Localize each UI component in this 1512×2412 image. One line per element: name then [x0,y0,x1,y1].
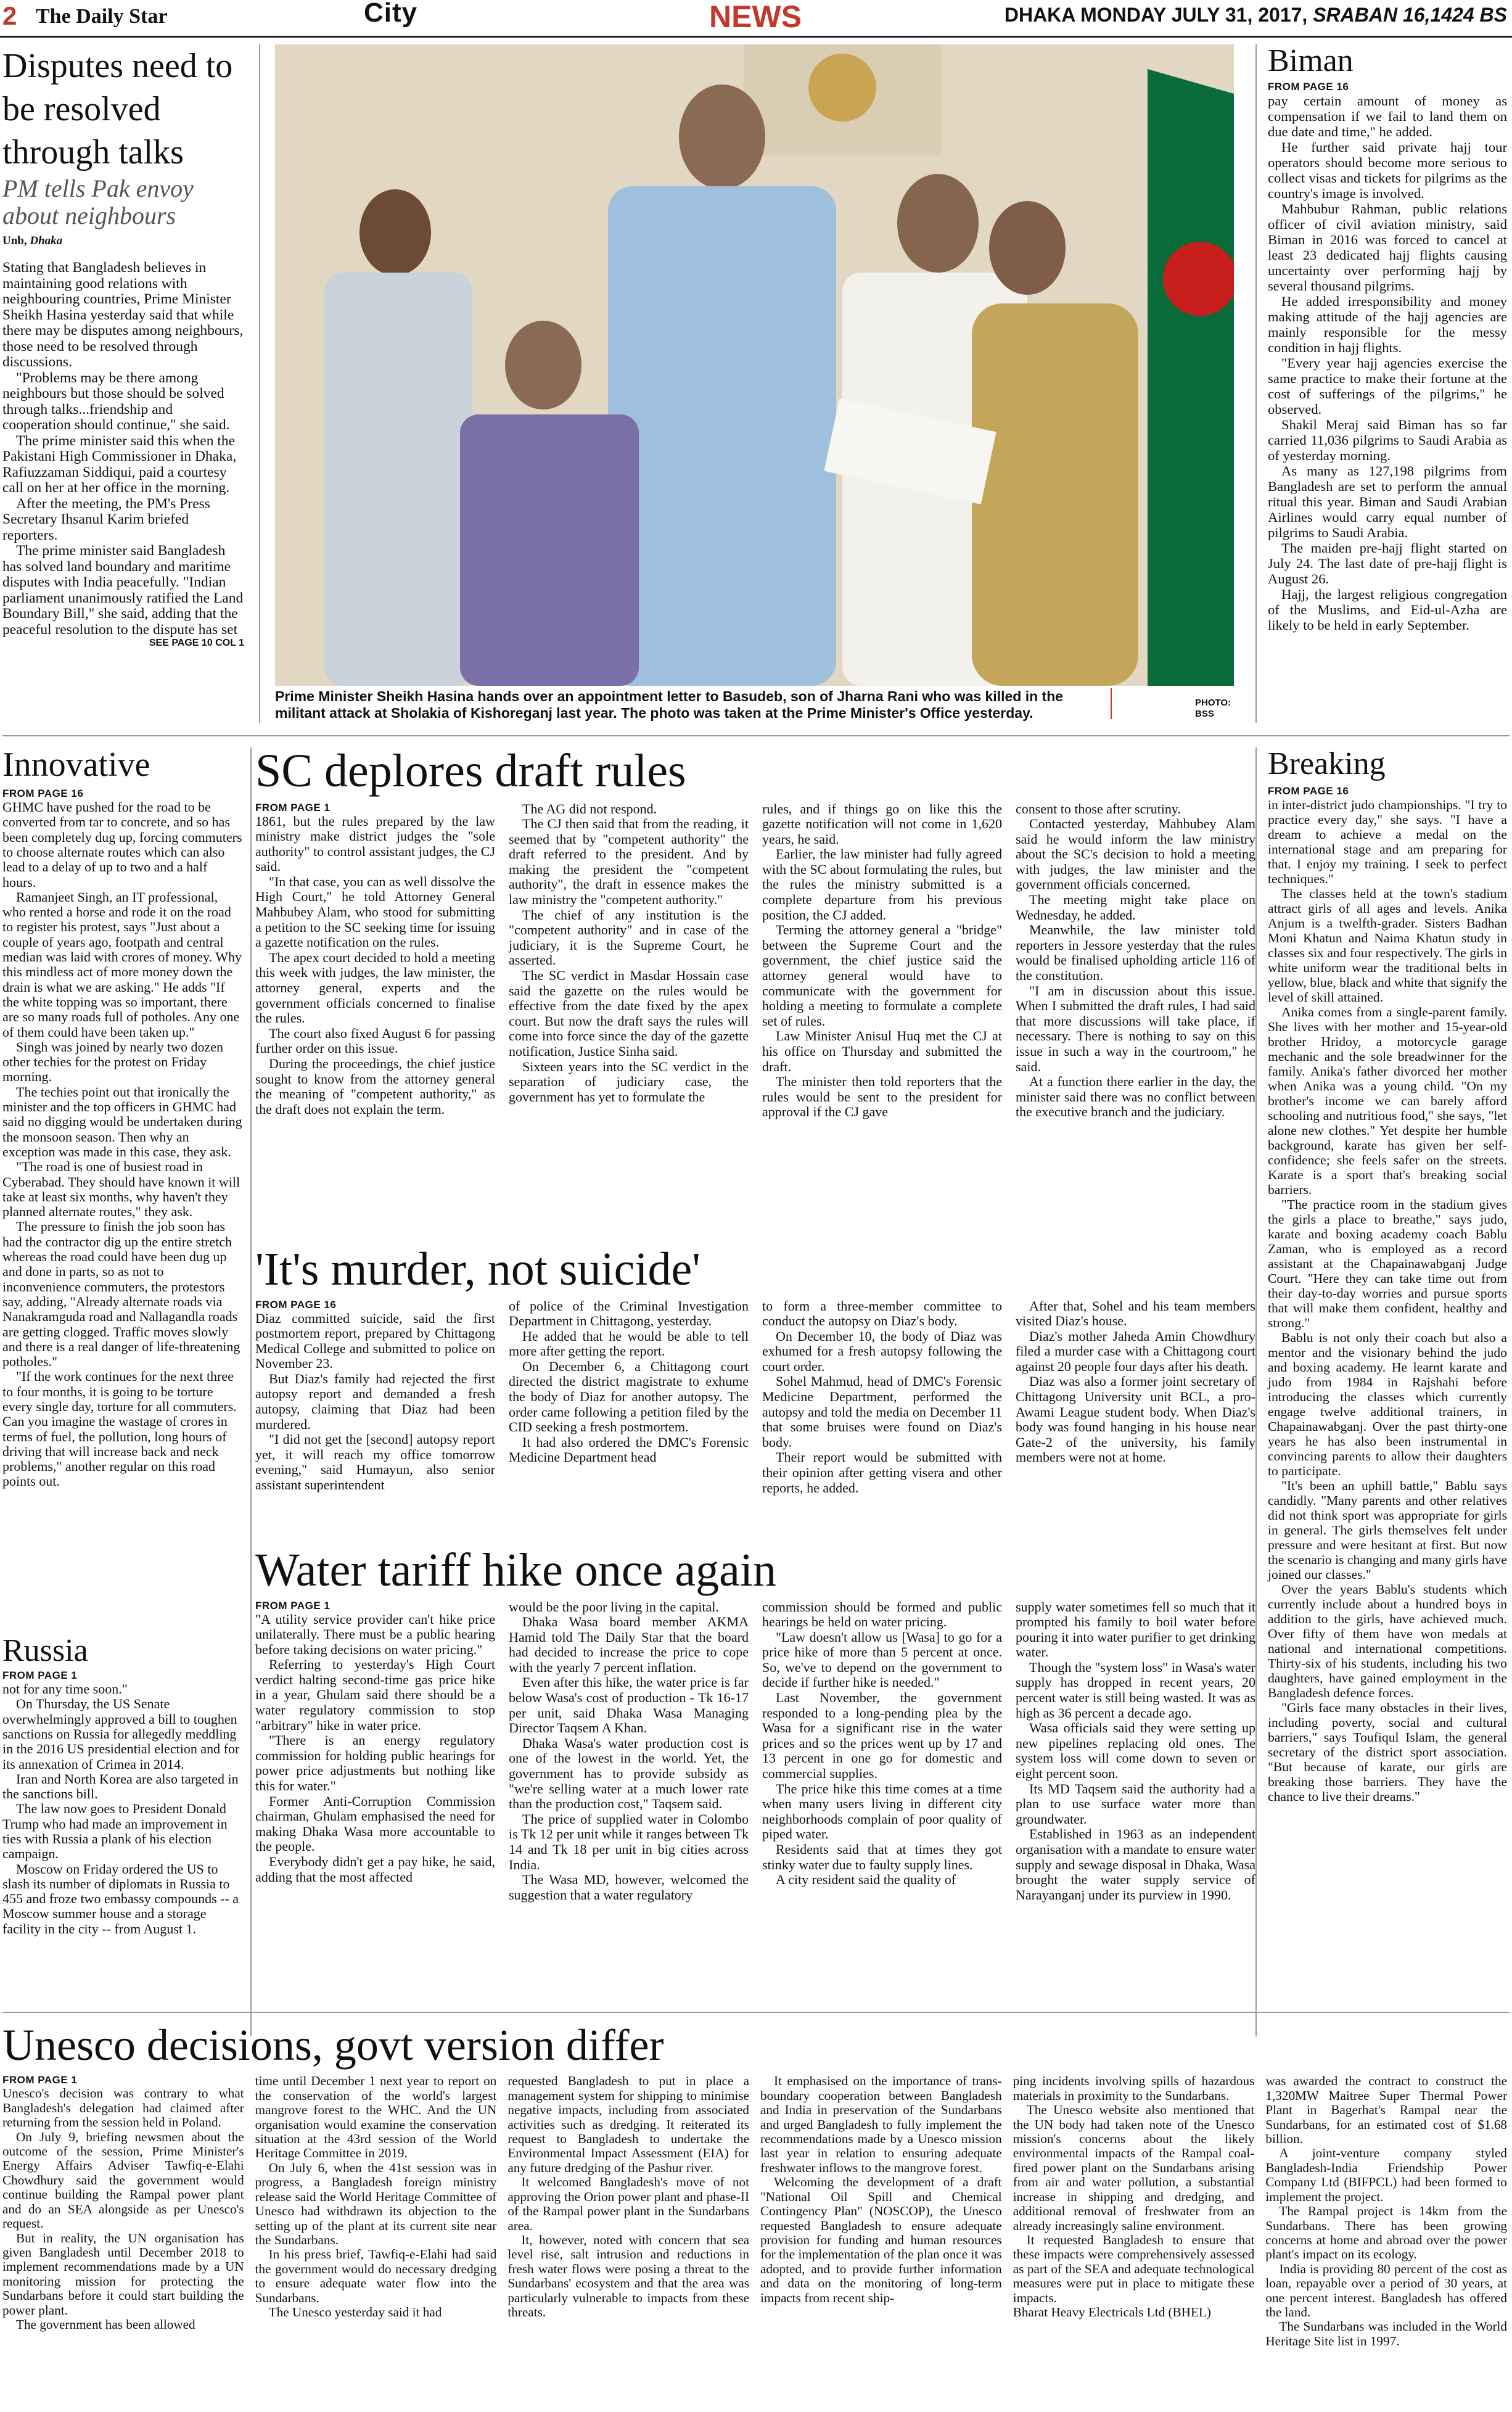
text-column [1016,1600,1255,1903]
from-page: FROM PAGE 1 [2,1669,78,1682]
credit-source: BSS [1195,709,1214,719]
paragraph: But Diaz's family had rejected the first autopsy report and demanded a fresh autopsy, claiming that Diaz had been murdered. [255,1370,495,1432]
text-column [255,2074,497,2348]
news-photo [275,44,1234,686]
paragraph: requested Bangladesh to put in place a management system for shipping to minimise negative impacts, including from associated activities such as dredging. It reiterated its request to Bangladesh to undertake the Environmental Impact Assessment (EIA) for any future dredging of the Pashur river. [507,2073,750,2175]
jump-line[interactable]: SEE PAGE 10 COL 1 [149,638,244,648]
column-rule [250,747,252,2036]
paragraph: Contacted yesterday, Mahbubey Alam said he would inform the law ministry about the SC's decision to hold a meeting with judges, the law minister and the government officials concerned. [1016,816,1255,892]
biman-headline: Biman [1268,43,1354,78]
paragraph: The SC verdict in Masdar Hossain case said the gazette on the rules would be effective from the date fixed by the apex court. But now the draft says the rules will come into force since the day of the gazette notification, Justice Sinha said. [509,968,749,1060]
paragraph: Sixteen years into the SC verdict in the separation of judiciary case, the government has yet to formulate the [509,1058,749,1105]
paragraph: Dhaka Wasa board member AKMA Hamid told The Daily Star that the board had decided to increase the price to cope with the yearly 7 percent inflation. [509,1614,749,1675]
paragraph: Diaz's mother Jaheda Amin Chowdhury filed a murder case with a Chittagong court against 20 people four days after his death. [1016,1328,1255,1374]
paragraph: "It's been an uphill battle," Bablu says candidly. "Many parents and other relatives did not think sport was appropriate for girls in general. The girls themselves felt under pressure and were hesitant at first. But now the scenario is changing and many girls have joined our classes." [1268,1478,1507,1583]
paragraph: Their report would be submitted with their opinion after getting visera and other reports, he added. [762,1449,1002,1496]
paragraph: Diaz was also a former joint secretary of Chittagong University unit BCL, a pro-Awami League student body. When Diaz's body was found hanging in his house near Gate-2 of the university, his family members were not at home. [1016,1373,1255,1465]
text-column [1265,2074,1507,2348]
paragraph: Iran and North Korea are also targeted in the sanctions bill. [2,1771,239,1802]
paragraph: As many as 127,198 pilgrims from Bangladesh are set to perform the annual ritual this year. Biman and Saudi Arabian Airlines would carry equal number of pilgrims to Saudi Arabia. [1268,463,1507,541]
article-russia [2,1634,244,1937]
russia-headline: Russia [2,1633,88,1668]
paragraph: time until December 1 next year to report on the conservation of the world's largest mangrove forest to the WHC. And the UN organisation would examine the conservation situation at the 43rd session of the World Heritage Committee in 2019. [255,2073,497,2161]
paragraph: The maiden pre-hajj flight started on July 24. The last date of pre-hajj flight is August 26. [1268,540,1507,587]
water-body [255,1600,1255,1903]
paragraph: pay certain amount of money as compensation if we fail to land them on due date and time," he added. [1268,93,1507,140]
paragraph: Shakil Meraj said Biman has so far carried 11,036 pilgrims to Saudi Arabia as of yesterday morning. [1268,417,1507,464]
article-biman [1268,44,1507,633]
paragraph: During the proceedings, the chief justice sought to know from the attorney general the meaning of "competent authority," as the draft does not explain the term. [255,1056,495,1117]
paragraph: The prime minister said Bangladesh has solved land boundary and maritime disputes with India peacefully. "Indian parliament unanimously ratified the Land Boundary Bill," she said, adding that the peaceful resolution to the dispute has set [2,543,244,638]
paragraph: The classes held at the town's stadium attract girls of all ages and levels. Anika Anjum is a twelfth-grader. Sisters Badhan Moni Khatun and Naima Khatun study in classes six and four respectively. The girls in white uniform wear the traditional belts in yellow, blue, black and white that signify the level of skill attained. [1268,886,1507,1005]
paragraph: The government has been allowed [16,2316,195,2332]
text-column [507,2074,749,2348]
paragraph: "The practice room in the stadium gives the girls a place to breathe," says judo, karate and boxing academy coach Bablu Zaman, who is employed as a record assistant at the Chapainawabganj Judge Court. "Here they can take time out from their day-to-day worries and pursue sports that will make them confident, healthy and strong." [1268,1197,1507,1331]
text-column [509,802,749,1120]
paragraph: Referring to yesterday's High Court verdict halting second-time gas price hike in a year, Ghulam said there should be a water regulatory commission to stop "arbitrary" hike in water price. [255,1657,495,1733]
paragraph: Diaz committed suicide, said the first postmortem report, prepared by Chittagong Medical College and submitted to police on November 23. [255,1310,495,1372]
from-page: FROM PAGE 16 [1268,81,1349,93]
paragraph: "Every year hajj agencies exercise the same practice to make their fortune at the cost of sufferings of the pilgrims," he observed. [1268,355,1507,418]
caption-divider [1111,688,1112,719]
article-water [255,1544,1255,1903]
text-column [1013,2074,1255,2348]
paragraph: 1861, but the rules prepared by the law ministry make district judges the "sole authority" to control assistant judges, the CJ said. [255,813,495,875]
paragraph: India is providing 80 percent of the cost as loan, repayable over a period of 30 years, at one percent interest. Bangladesh has offered the land. [1265,2261,1508,2319]
unesco-body [2,2074,1507,2348]
innovative-headline: Innovative [2,746,150,784]
text-column [509,1600,749,1903]
paragraph: The CJ then said that from the reading, it seemed that by "competent authority" the draft referred to the president. And by making the president the "competent authority", the draft in essence makes the law ministry the "competent authority." [509,816,749,908]
paragraph: But in reality, the UN organisation has given Bangladesh until December 2018 to implement recommendations made by a UN monitoring mission for protecting the Sundarbans before it could start building the power plant. [2,2230,244,2318]
sc-body [255,802,1255,1120]
paragraph: The Rampal project is 14km from the Sundarbans. There has been growing concerns at home and abroad over the power plant's impact on its ecology. [1265,2204,1508,2262]
paragraph: He further said private hajj tour operators should become more serious to collect visas and tickets for pilgrims as the country's image is involved. [1268,139,1507,202]
paragraph: On December 10, the body of Diaz was exhumed for a fresh autopsy following the court order. [762,1328,1002,1374]
paragraph: The meeting might take place on Wednesday, he added. [1016,892,1255,923]
paragraph: The Wasa MD, however, welcomed the suggestion that a water regulatory [509,1872,749,1903]
text-column [2,2074,244,2348]
disputes-body [2,260,244,638]
paragraph: ping incidents involving spills of hazardous materials in proximity to the Sundarbans. [1013,2073,1255,2103]
text-column [1016,1299,1255,1496]
paragraph: Ramanjeet Singh, an IT professional, who rented a horse and rode it on the road to register his protest, says "Just about a couple of years ago, footpath and central median was laid with crores of money. Why this mindless act of more money down the drain is what we are asking." He adds "If the white topping was so important, there are so many roads full of potholes. Any one of them could have been taken up." [2,889,242,1040]
paragraph: "Law doesn't allow us [Wasa] to go for a price hike of more than 5 percent at once. So, we've to depend on the government to decide if further hike is needed." [762,1629,1002,1690]
text-column [255,802,495,1120]
paragraph: It emphasised on the importance of trans-boundary cooperation between Bangladesh and India in preservation of the Sundarbans and urged Bangladesh to fully implement the recommendations made by a Unesco mission last year in relation to ensuring adequate freshwater inflows to the mangrove forest. [760,2073,1002,2175]
news-label: NEWS [709,0,802,34]
date-bangla: SRABAN 16,1424 BS [1313,4,1507,26]
paragraph: Its MD Taqsem said the authority had a plan to use surface water more than groundwater. [1016,1780,1255,1827]
paragraph: A joint-venture company styled Bangladesh-India Friendship Power Company Ltd (BIFPCL) had been formed to implement the project. [1265,2146,1508,2204]
murder-body [255,1299,1255,1496]
paragraph: Last November, the government responded to a long-pending plea by the Wasa for a significant rise in the water prices and so the prices went up by 17 and 13 percent in one go for domestic and commercial supplies. [762,1690,1002,1782]
paragraph: Singh was joined by nearly two dozen other techies for the protest on Friday morning. [2,1039,224,1085]
paragraph: It welcomed Bangladesh's move of not approving the Orion power plant and phase-II of the Rampal power plant in the Sundarbans area. [507,2175,750,2233]
from-page: FROM PAGE 16 [1268,785,1349,797]
paragraph: "If the work continues for the next three to four months, it is going to be torture every single day, torture for all commuters. Can you imagine the wastage of crores in terms of fuel, the pollution, long hours of driving that will increase back and neck problems," another regular on this road points out. [2,1369,237,1489]
paragraph: "In that case, you can as well dissolve the High Court," he told Attorney General Mahbubey Alam, who stood for submitting a petition to the SC seeking time for issuing a gazette notification on the rules. [255,873,495,950]
credit-label: PHOTO: [1195,698,1231,708]
text-column [1016,802,1255,1120]
page-number: 2 [2,1,17,30]
paragraph: The court also fixed August 6 for passing further order on this issue. [255,1025,495,1056]
text-column [760,2074,1002,2348]
paragraph: On July 9, briefing newsmen about the outcome of the session, Prime Minister's Energy Affairs Adviser Tawfiq-e-Elahi Chowdhury said the government would continue building the Rampal power plant and do an SEA alongside as per Unesco's request. [2,2129,244,2231]
article-breaking [1268,747,1507,1804]
article-sc [255,747,1255,1120]
breaking-headline: Breaking [1268,746,1386,781]
paragraph: Everybody didn't get a pay hike, he said, adding that the most affected [255,1854,495,1885]
paragraph: "Girls face many obstacles in their lives, including poverty, social and cultural barriers," says Toufiqul Islam, the general secretary of the district sport association. "But because of karate, our girls are breaking those barriers. They have the chance to live their dreams." [1268,1700,1507,1805]
article-disputes [2,44,244,649]
text-column [762,1299,1002,1496]
article-murder [255,1243,1255,1496]
paragraph: Wasa officials said they were setting up new pipelines replacing old ones. The system loss will come down to seven or eight percent soon. [1016,1720,1255,1782]
paragraph: Dhaka Wasa's water production cost is one of the lowest in the world. Yet, the government has to provide subsidy as "we're selling water at a much lower rate than the production cost," Taqsem said. [509,1735,749,1812]
photo-caption: Prime Minister Sheikh Hasina hands over an appointment letter to Basudeb, son of Jharna Rani who was killed in the militant attack at Sholakia of Kishoreganj last year. The photo was taken at the Prime Minister's Office yesterday. [275,688,1064,721]
paragraph: Though the "system loss" in Wasa's water supply has dropped in recent years, 20 percent water is still being wasted. It was as high as 36 percent a decade ago. [1016,1659,1255,1721]
paper-logo[interactable]: The Daily Star [36,5,168,28]
paragraph: Anika comes from a single-parent family. She lives with her mother and 15-year-old brother Hridoy, a motorcycle garage mechanic and the sole breadwinner for the family. Anika's father divorced her mother when Anika was a young child. "On my brother's income we can barely afford schooling and nutritious food," she says, "let alone new clothes." Yet despite her humble background, karate has given her self-confidence; she feels safer on the streets. Karate is a sport that's breaking social barriers. [1268,1005,1507,1198]
article-innovative [2,747,244,1489]
photo-caption-bar [275,688,1234,724]
from-page: FROM PAGE 1 [2,2074,78,2086]
paragraph: "The road is one of busiest road in Cyberabad. They should have known it will take at least six months, why haven't they planned alternate routes," they ask. [2,1159,240,1220]
paragraph: The price hike this time comes at a time when many users living in different city neighborhoods complain of poor quality of piped water. [762,1780,1002,1842]
paragraph: not for any time soon." [2,1681,128,1697]
paragraph: rules, and if things go on like this the gazette notification will not come in 1,620 years, he said. [762,801,1002,847]
paragraph: Moscow on Friday ordered the US to slash its number of diplomats in Russia to 455 and froze two embassy compounds -- a Moscow summer house and a storage facility in the city -- from August 1. [2,1861,239,1937]
paragraph: The pressure to finish the job soon has had the contractor dig up the entire stretch whereas the road could have been dug up and done in parts, so as not to inconvenience commuters, the protestors say, adding, "Already alternate roads via Nanakramguda road and Nallagandla roads are getting clogged. Traffic moves slowly and there is a real danger of life-threatening potholes." [2,1219,240,1370]
section-label: City [364,0,418,28]
paragraph: A city resident said the quality of [776,1872,956,1888]
paragraph: After that, Sohel and his team members visited Diaz's house. [1016,1298,1255,1329]
paragraph: Terming the attorney general a "bridge" between the Supreme Court and the government, the chief justice said the attorney general would have to communicate with the government for holding a meeting to formulate a complete set of rules. [762,922,1002,1029]
paragraph: The price of supplied water in Colombo is Tk 12 per unit while it ranges between Tk 14 and Tk 18 per unit in big cities across India. [509,1811,749,1872]
murder-headline: 'It's murder, not suicide' [255,1243,701,1295]
paragraph: It, however, noted with concern that sea level rise, salt intrusion and reductions in fresh water flows were posing a threat to the Sundarbans' ecosystem and that the area was particularly vulnerable to impacts from these threats. [507,2232,750,2319]
column-rule [259,44,260,723]
paragraph: Over the years Bablu's students which currently include about a hundred boys in addition to the girls, have achieved much. Over fifty of them have won medals at national and international competitions. Thirty-six of his students, including his two daughters, have gained employment in the Bangladesh defence forces. [1268,1582,1507,1701]
paragraph: At a function there earlier in the day, the minister said there was no conflict between the executive branch and the judiciary. [1016,1074,1255,1120]
paragraph: commission should be formed and public hearings be held on water pricing. [762,1599,1002,1630]
paragraph: The chief of any institution is the "competent authority" and in case of the judiciary, it is the Supreme Court, he asserted. [509,907,749,968]
article-unesco [2,2020,1508,2348]
paragraph: He added irresponsibility and money making attitude of the hajj agencies are mainly responsible for the messy condition in hajj flights. [1268,294,1507,356]
paragraph: The law now goes to President Donald Trump who had made an improvement in ties with Russia a plank of his election campaign. [2,1801,228,1862]
masthead [0,0,1512,38]
from-page: FROM PAGE 1 [255,801,331,813]
paragraph: In his press brief, Tawfiq-e-Elahi had said the government would do necessary dredging to ensure adequate water flow into the Sundarbans. [255,2247,497,2305]
paragraph: would be the poor living in the capital. [509,1599,719,1615]
text-column [509,1299,749,1496]
paragraph: "I am in discussion about this issue. When I submitted the draft rules, I had said that more discussions will take place, if necessary. There is nothing to say on this issue in such a way in the courtroom," he said. [1016,982,1255,1074]
paragraph: Mahbubur Rahman, public relations officer of civil aviation ministry, said Biman in 2016 was forced to cancel at least 23 dedicated hajj flights causing uncertainty over performing hajj by several thousand pilgrims. [1268,201,1507,294]
paragraph: "I did not get the [second] autopsy report yet, it will reach my office tomorrow evening," said Humayun, also senior assistant superintendent [255,1431,495,1493]
from-page: FROM PAGE 16 [255,1298,337,1311]
paragraph: Established in 1963 as an independent organisation with a mandate to ensure water supply and sewage disposal in Dhaka, Wasa brought the water supply service of Narayanganj under its purview in 1990. [1016,1826,1255,1903]
paragraph: Meanwhile, the law minister told reporters in Jessore yesterday that the rules would be finalised upholding article 116 of the constitution. [1016,922,1255,984]
innovative-body [2,800,244,1489]
paragraph: The apex court decided to hold a meeting this week with judges, the law minister, the attorney general, experts and the government officials concerned to finalise the rules. [255,949,495,1026]
paragraph: On December 6, a Chittagong court directed the district magistrate to exhume the body of Diaz for another autopsy. The order came following a petition filed by the CID seeking a fresh postmortem. [509,1358,749,1435]
text-column [255,1299,495,1496]
paragraph: On July 6, when the 41st session was in progress, a Bangladesh foreign ministry release said the World Heritage Committee of Unesco had withdrawn its objection to the setting up of the plant at its current site near the Sundarbans. [255,2160,497,2247]
text-column [762,802,1002,1120]
russia-body [2,1682,244,1937]
paragraph: of police of the Criminal Investigation Department in Chittagong, yesterday. [509,1298,749,1329]
paragraph: Stating that Bangladesh believes in maintaining good relations with neighbouring countries, Prime Minister Sheikh Hasina yesterday said that while there may be disputes among neighbours, those need to be resolved through discussions. [2,260,244,370]
paragraph: Welcoming the development of a draft "National Oil Spill and Chemical Contingency Plan" (NOSCOP), the Unesco requested Bangladesh to ensure adequate provision for funding and human resources for the implementation of the plan once it was adopted, and to provide further information and data on the monitoring of long-term impacts from recent ship- [760,2175,1002,2305]
paragraph: Law Minister Anisul Huq met the CJ at his office on Thursday and submitted the draft. [762,1028,1002,1074]
biman-body [1268,93,1507,633]
breaking-body [1268,797,1507,1804]
paragraph: The prime minister said this when the Pakistani High Commissioner in Dhaka, Rafiuzzaman Siddiqui, paid a courtesy call on her at her office in the morning. [2,432,237,496]
paragraph: It had also ordered the DMC's Forensic Medicine Department head [509,1434,749,1465]
from-page: FROM PAGE 1 [255,1599,331,1611]
byline [2,234,244,248]
paragraph: After the meeting, the PM's Press Secretary Ihsanul Karim briefed reporters. [2,495,210,543]
paragraph: Residents said that at times they got stinky water due to faulty supply lines. [762,1842,1002,1872]
paragraph: Bablu is not only their coach but also a mentor and the visionary behind the judo and boxing academy. He learnt karate and judo from 1984 in Rajshahi before introducing the classes which currently engage twelve additional trainers, in Chapainawabganj. Over the past thirty-one years he has also been instrumental in convincing parents to allow their daughters to participate. [1268,1330,1507,1479]
paragraph: to form a three-member committee to conduct the autopsy on Diaz's body. [762,1298,1002,1329]
paragraph: in inter-district judo championships. "I try to practice every day," she says. "I have a dream to achieve a medal on the international stage and am preparing for that. I enjoy my training. I seek to perfect techniques." [1268,797,1507,887]
paragraph: Unesco's decision was contrary to what Bangladesh's delegation had claimed after returning from the session held in Poland. [2,2086,244,2130]
paragraph: Bharat Heavy Electricals Ltd (BHEL) [1013,2304,1211,2319]
paragraph: consent to those after scrutiny. [1016,801,1181,817]
date-main: MONDAY JULY 31, 2017, [1080,4,1308,26]
byline-agency: Unb, [2,234,27,247]
text-column [762,1600,1002,1903]
date-city: DHAKA [1004,4,1075,26]
sc-headline: SC deplores draft rules [255,745,686,797]
paragraph: supply water sometimes fell so much that it prompted his family to boil water before pouring it into water purifier to get drinking water. [1016,1599,1255,1660]
paragraph: Hajj, the largest religious congregation of the Muslims, and Eid-ul-Azha are likely to be held in early September. [1268,587,1507,633]
paragraph: was awarded the contract to construct the 1,320MW Maitree Super Thermal Power Plant in Bagerhat's Rampal near the Sundarbans, for an estimated cost of $1.68 billion. [1265,2073,1508,2147]
paragraph: It requested Bangladesh to ensure that these impacts were comprehensively assessed as part of the SEA and adequate technological measures were put in place to mitigate these impacts. [1013,2232,1255,2305]
column-rule [1255,44,1257,723]
water-headline: Water tariff hike once again [255,1544,776,1596]
unesco-headline: Unesco decisions, govt version differ [2,2020,664,2070]
section-rule [2,2012,1510,2013]
paragraph: Former Anti-Corruption Commission chairman, Ghulam emphasised the need for making Dhaka Wasa more accountable to the people. [255,1793,495,1854]
column-rule [1255,747,1257,2036]
paragraph: Earlier, the law minister had fully agreed with the SC about formulating the rules, but the rules the ministry submitted is a complete departure from his previous position, the CJ added. [762,846,1002,923]
paragraph: On Thursday, the US Senate overwhelmingly approved a bill to toughen sanctions on Russia for allegedly meddling in the 2016 US presidential election and for its annexation of Crimea in 2014. [2,1696,240,1772]
paragraph: The techies point out that ironically the minister and the top officers in GHMC had said no digging would be undertaken during the monsoon season. Then why an exception was made in this case, they ask. [2,1084,242,1159]
section-rule [2,735,1510,736]
issue-date [1005,4,1507,27]
photo-illustration [275,44,1234,686]
from-page: FROM PAGE 16 [2,788,84,800]
paragraph: "Problems may be there among neighbours but those should be solved through talks...friendship and cooperation should continue," she said. [2,369,230,433]
paragraph: Sohel Mahmud, head of DMC's Forensic Medicine Department, performed the autopsy and told the media on December 11 that some bruises were found on Diaz's body. [762,1373,1002,1450]
text-column [255,1600,495,1903]
disputes-subheadline: PM tells Pak envoy about neighbours [2,175,194,229]
paragraph: The Unesco yesterday said it had [268,2304,442,2319]
paragraph: Even after this hike, the water price is far below Wasa's cost of production - Tk 16-17 per unit, said Dhaka Wasa Managing Director Taqsem A Khan. [509,1674,749,1736]
paragraph: The AG did not respond. [522,801,657,817]
paragraph: "A utility service provider can't hike price unilaterally. There must be a public hearing before taking decisions on water pricing." [255,1611,495,1657]
photo-credit [1195,698,1231,720]
paragraph: The minister then told reporters that the rules would be sent to the president for approval if the CJ gave [762,1074,1002,1120]
paragraph: GHMC have pushed for the road to be converted from tar to concrete, and so has been completely dug up, forcing commuters to choose alternate routes which can also lead to a delay of up to two and a half hours. [2,799,242,890]
byline-place: Dhaka [30,234,63,247]
paragraph: The Sundarbans was included in the World Heritage Site list in 1997. [1265,2319,1508,2348]
disputes-headline: Disputes need to be resolved through talks [2,47,233,171]
paragraph: The Unesco website also mentioned that the UN body had taken note of the Unesco mission's concerns about the likely environmental impacts of the Rampal coal-fired power plant on the Sundarbans arising from air and water pollution, a substantial increase in shipping and dredging, and additional removal of freshwater from an already increasingly saline environment. [1013,2102,1255,2233]
paragraph: He added that he would be able to tell more after getting the report. [509,1328,749,1359]
paragraph: "There is an energy regulatory commission for holding public hearings for power price adjustments but nothing like this for water." [255,1732,495,1794]
